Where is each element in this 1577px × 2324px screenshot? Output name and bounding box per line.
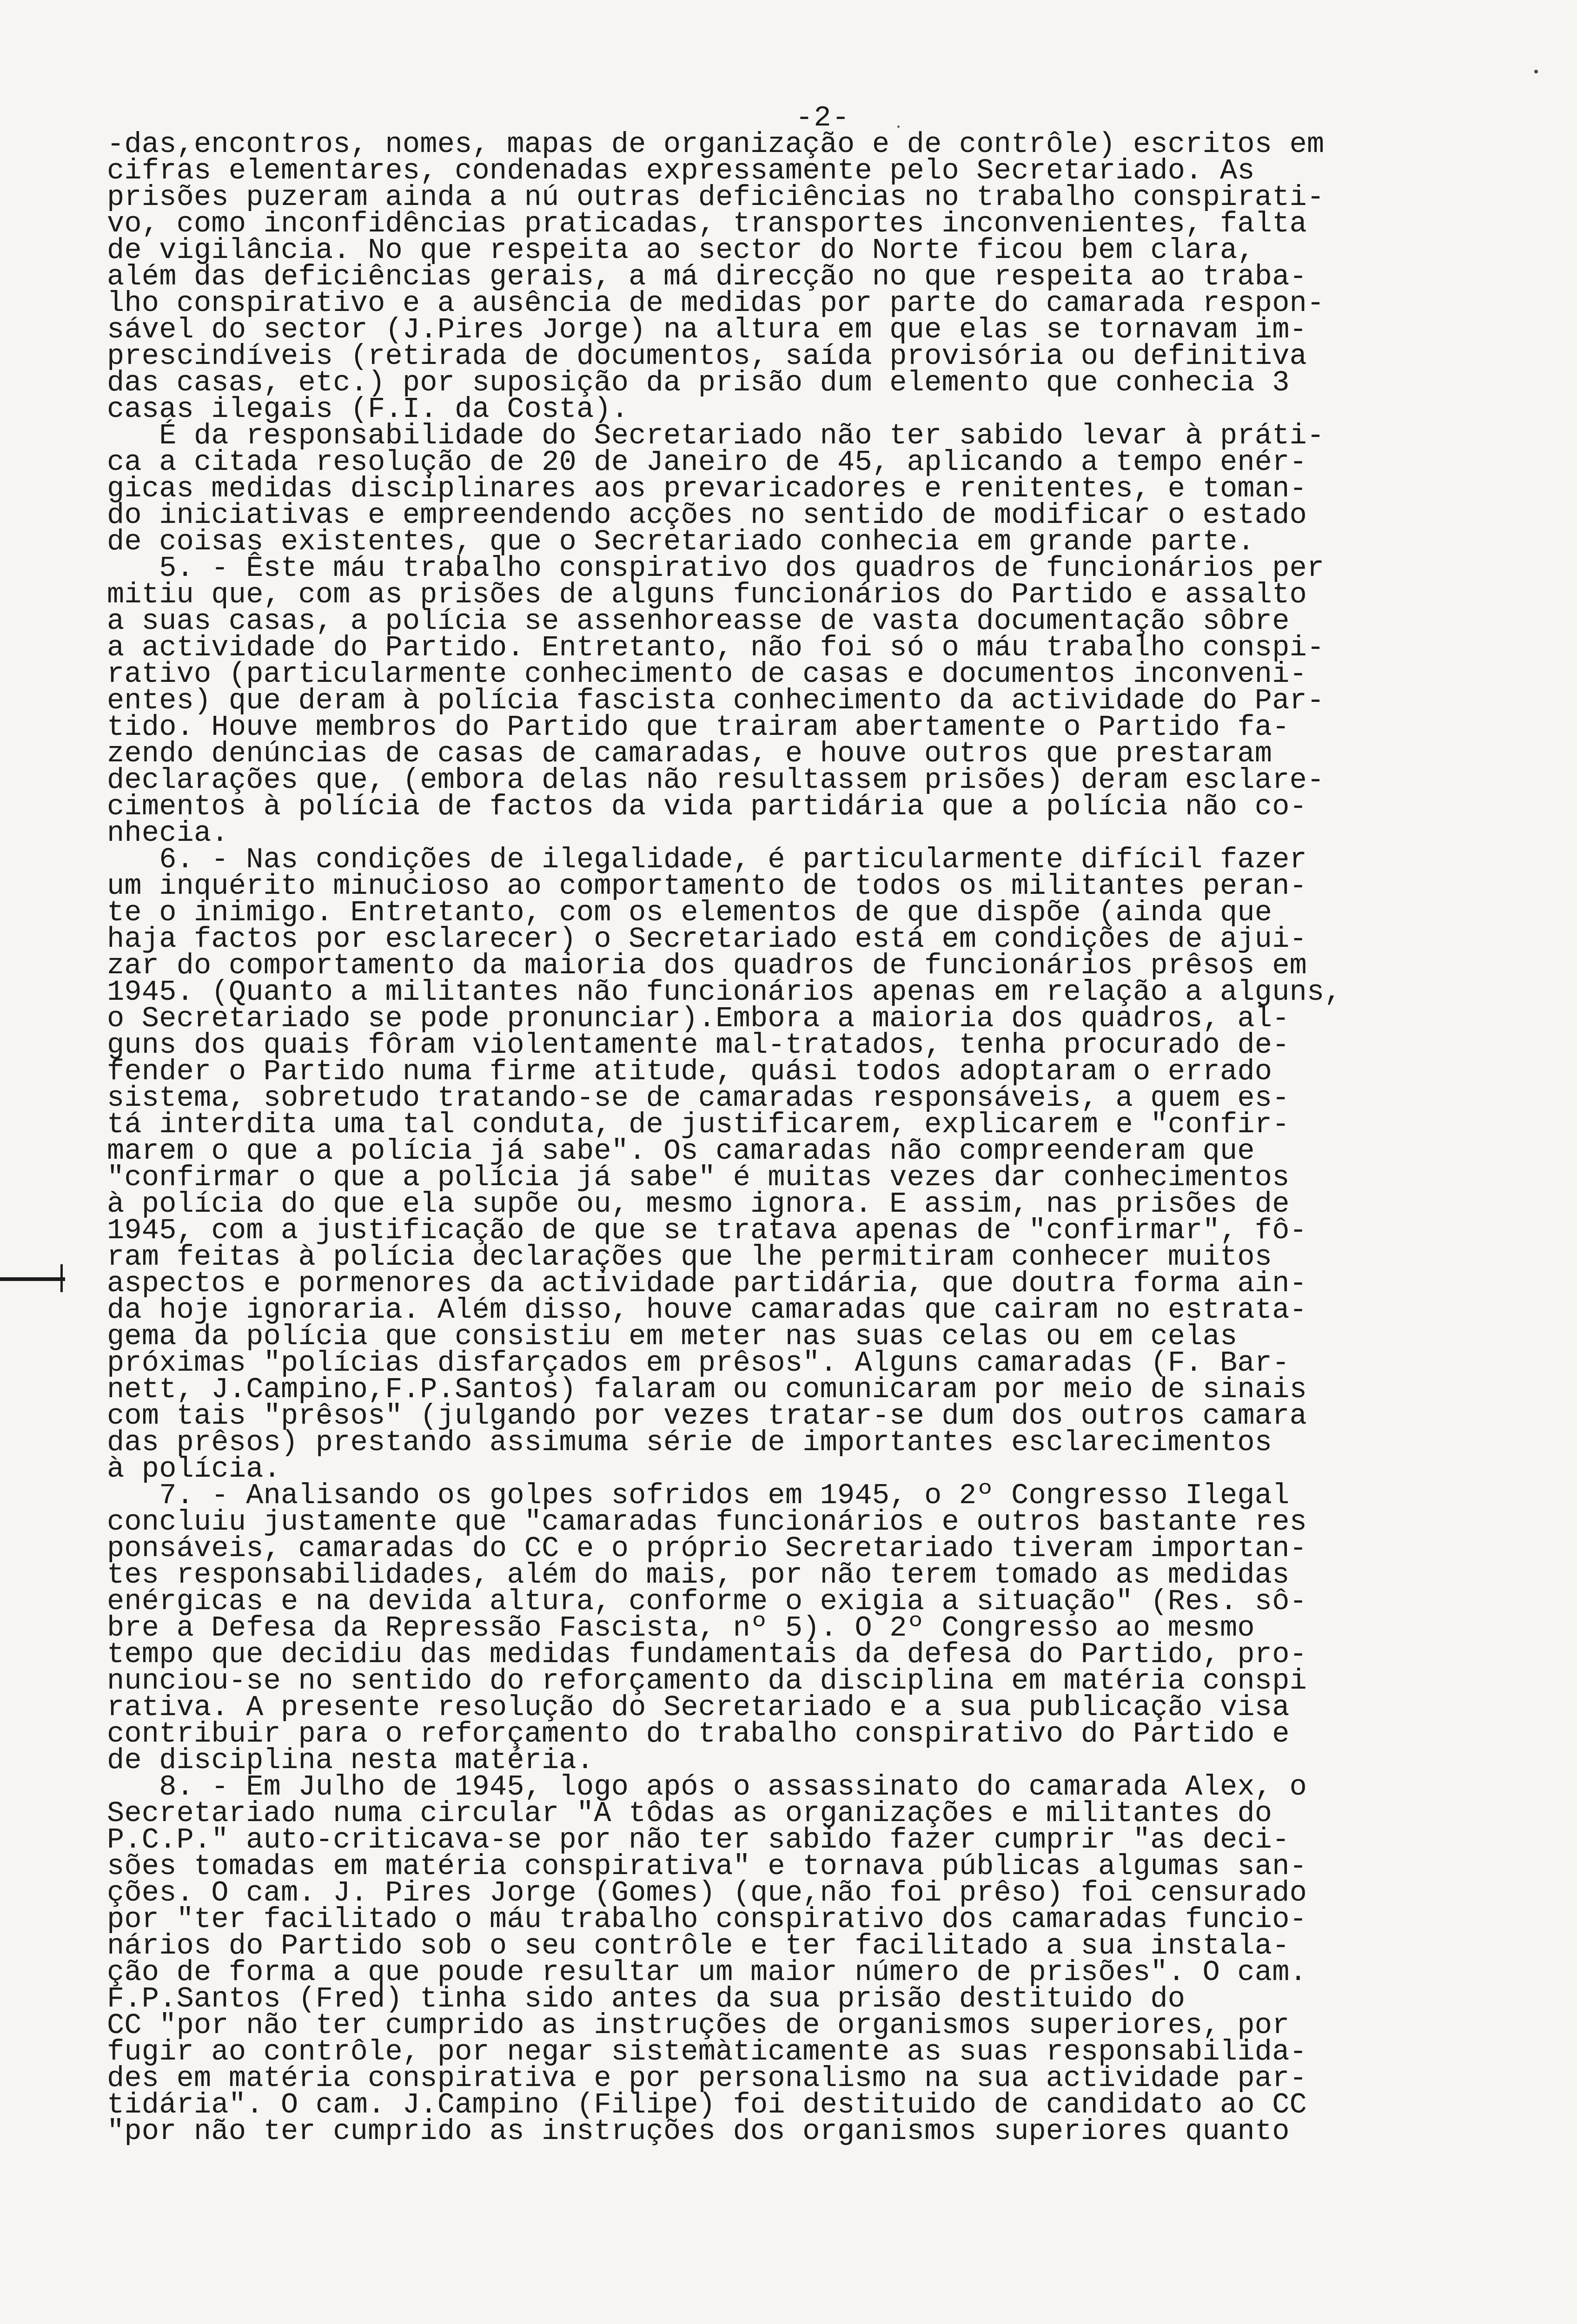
text-line: ponsáveis, camaradas do CC e o próprio Secretariado tiveram importan- (107, 1532, 1307, 1565)
text-line: nunciou-se no sentido do reforçamento da disciplina em matéria conspi (107, 1664, 1307, 1697)
text-line: bre a Defesa da Repressão Fascista, nº 5). O 2º Congresso ao mesmo (107, 1611, 1255, 1644)
text-line: 1945, com a justificação de que se tratava apenas de "confirmar", fô- (107, 1214, 1307, 1247)
text-line: "confirmar o que a polícia já sabe" é muitas vezes dar conhecimentos (107, 1161, 1290, 1194)
text-line: prisões puzeram ainda a nú outras deficiências no trabalho conspirati- (107, 181, 1325, 214)
text-line: P.C.P." auto-criticava-se por não ter sabido fazer cumprir "as deci- (107, 1823, 1290, 1856)
text-line: marem o que a polícia já sabe". Os camaradas não compreenderam que (107, 1135, 1255, 1168)
text-line: tidária". O cam. J.Campino (Filipe) foi destituido de candidato ao CC (107, 2088, 1307, 2121)
page-number: -2- (795, 101, 850, 134)
text-line: mitiu que, com as prisões de alguns funcionários do Partido e assalto (107, 578, 1307, 611)
text-line: CC "por não ter cumprido as instruções de organismos superiores, por (107, 2009, 1290, 2042)
text-line: das prêsos) prestando assimuma série de importantes esclarecimentos (107, 1426, 1272, 1459)
text-line: cifras elementares, condenadas expressamente pelo Secretariado. As (107, 154, 1255, 187)
text-line: É da responsabilidade do Secretariado não ter sabido levar à práti- (107, 419, 1325, 452)
text-line: prescindíveis (retirada de documentos, saída provisória ou definitiva (107, 340, 1307, 373)
text-line: tes responsabilidades, além do mais, por não terem tomado as medidas (107, 1558, 1290, 1591)
text-line: gicas medidas disciplinares aos prevaricadores e renitentes, e toman- (107, 472, 1307, 505)
text-line: fugir ao contrôle, por negar sistemàticamente as suas responsabilida- (107, 2035, 1307, 2068)
text-line: Secretariado numa circular "A tôdas as organizações e militantes do (107, 1797, 1272, 1830)
text-line: de coisas existentes, que o Secretariado conhecia em grande parte. (107, 525, 1255, 558)
margin-mark-tick (60, 1264, 63, 1292)
text-line: tempo que decidiu das medidas fundamentais da defesa do Partido, pro- (107, 1638, 1307, 1671)
text-line: nett, J.Campino,F.P.Santos) falaram ou comunicaram por meio de sinais (107, 1373, 1307, 1406)
text-line: rativo (particularmente conhecimento de casas e documentos inconveni- (107, 658, 1307, 691)
text-line: zar do comportamento da maioria dos quadros de funcionários prêsos em (107, 949, 1307, 982)
text-line: 7. - Analisando os golpes sofridos em 1945, o 2º Congresso Ilegal (107, 1479, 1290, 1512)
text-line: rativa. A presente resolução do Secretariado e a sua publicação visa (107, 1691, 1290, 1724)
text-line: zendo denúncias de casas de camaradas, e houve outros que prestaram (107, 737, 1272, 770)
text-line: "por não ter cumprido as instruções dos organismos superiores quanto (107, 2115, 1290, 2148)
text-line: guns dos quais fôram violentamente mal-tratados, tenha procurado de- (107, 1029, 1290, 1062)
text-line: por "ter facilitado o máu trabalho conspirativo dos camaradas funcio- (107, 1903, 1307, 1936)
margin-mark (0, 1277, 65, 1281)
text-line: te o inimigo. Entretanto, com os elementos de que dispõe (ainda que (107, 896, 1272, 929)
text-line: sável do sector (J.Pires Jorge) na altura em que elas se tornavam im- (107, 313, 1307, 346)
text-line: das casas, etc.) por suposição da prisão dum elemento que conhecia 3 (107, 366, 1290, 399)
text-line: a suas casas, a polícia se assenhoreasse de vasta documentação sôbre (107, 605, 1290, 638)
text-line: além das deficiências gerais, a má direcção no que respeita ao traba- (107, 260, 1307, 293)
text-line: des em matéria conspirativa e por personalismo na sua actividade par- (107, 2062, 1307, 2095)
text-line: -das,encontros, nomes, mapas de organização e de contrôle) escritos em (107, 128, 1325, 161)
text-line: de disciplina nesta matéria. (107, 1744, 594, 1777)
text-line: F.P.Santos (Fred) tinha sido antes da sua prisão destituido do (107, 1982, 1186, 2015)
text-line: tá interdita uma tal conduta, de justificarem, explicarem e "confir- (107, 1108, 1290, 1141)
text-line: ram feitas à polícia declarações que lhe permitiram conhecer muitos (107, 1241, 1272, 1274)
text-line: um inquérito minucioso ao comportamento de todos os militantes peran- (107, 870, 1307, 903)
text-line: sistema, sobretudo tratando-se de camaradas responsáveis, a quem es- (107, 1082, 1290, 1115)
text-line: 6. - Nas condições de ilegalidade, é particularmente difícil fazer (107, 843, 1307, 876)
text-line: 5. - Êste máu trabalho conspirativo dos quadros de funcionários per (107, 552, 1325, 585)
document-body (107, 128, 1497, 2148)
text-line: da hoje ignoraria. Além disso, houve camaradas que cairam no estrata- (107, 1294, 1307, 1327)
text-line: próximas "polícias disfarçados em prêsos". Alguns camaradas (F. Bar- (107, 1347, 1290, 1380)
text-line: cimentos à polícia de factos da vida partidária que a polícia não co- (107, 790, 1307, 823)
text-line: declarações que, (embora delas não resultassem prisões) deram esclare- (107, 764, 1325, 797)
text-line: contribuir para o reforçamento do trabalho conspirativo do Partido e (107, 1717, 1290, 1750)
text-line: ção de forma a que poude resultar um maior número de prisões". O cam. (107, 1956, 1307, 1989)
text-line: o Secretariado se pode pronunciar).Embora a maioria dos quadros, al- (107, 1002, 1290, 1035)
text-line: sões tomadas em matéria conspirativa" e tornava públicas algumas san- (107, 1850, 1307, 1883)
text-line: à polícia do que ela supõe ou, mesmo ignora. E assim, nas prisões de (107, 1188, 1290, 1221)
text-line: nários do Partido sob o seu contrôle e ter facilitado a sua instala- (107, 1929, 1290, 1962)
text-line: com tais "prêsos" (julgando por vezes tratar-se dum dos outros camara (107, 1400, 1307, 1433)
text-line: gema da polícia que consistiu em meter nas suas celas ou em celas (107, 1320, 1238, 1353)
text-line: vo, como inconfidências praticadas, transportes inconvenientes, falta (107, 207, 1307, 240)
text-line: a actividade do Partido. Entretanto, não foi só o máu trabalho conspi- (107, 631, 1325, 664)
text-line: 8. - Em Julho de 1945, logo após o assassinato do camarada Alex, o (107, 1770, 1307, 1803)
text-line: enérgicas e na devida altura, conforme o exigia a situação" (Res. sô- (107, 1585, 1307, 1618)
text-line: entes) que deram à polícia fascista conhecimento da actividade do Par- (107, 684, 1325, 717)
text-line: ções. O cam. J. Pires Jorge (Gomes) (que,não foi prêso) foi censurado (107, 1876, 1307, 1909)
text-line: lho conspirativo e a ausência de medidas por parte do camarada respon- (107, 287, 1325, 320)
text-line: haja factos por esclarecer) o Secretariado está em condições de ajui- (107, 923, 1307, 956)
text-line: casas ilegais (F.I. da Costa). (107, 393, 629, 426)
text-line: aspectos e pormenores da actividade partidária, que doutra forma ain- (107, 1267, 1307, 1300)
text-line: concluiu justamente que "camaradas funcionários e outros bastante res (107, 1505, 1307, 1538)
text-line: à polícia. (107, 1452, 281, 1486)
text-line: tido. Houve membros do Partido que trairam abertamente o Partido fa- (107, 711, 1290, 744)
text-line: ca a citada resolução de 20 de Janeiro de 45, aplicando a tempo enér- (107, 446, 1307, 479)
text-line: nhecia. (107, 817, 229, 850)
text-line: do iniciativas e empreendendo acções no sentido de modificar o estado (107, 499, 1307, 532)
text-line: fender o Partido numa firme atitude, quási todos adoptaram o errado (107, 1055, 1272, 1088)
paper-speck (1534, 70, 1538, 73)
text-line: 1945. (Quanto a militantes não funcionários apenas em relação a alguns, (107, 976, 1342, 1009)
text-line: de vigilância. No que respeita ao sector do Norte ficou bem clara, (107, 234, 1255, 267)
